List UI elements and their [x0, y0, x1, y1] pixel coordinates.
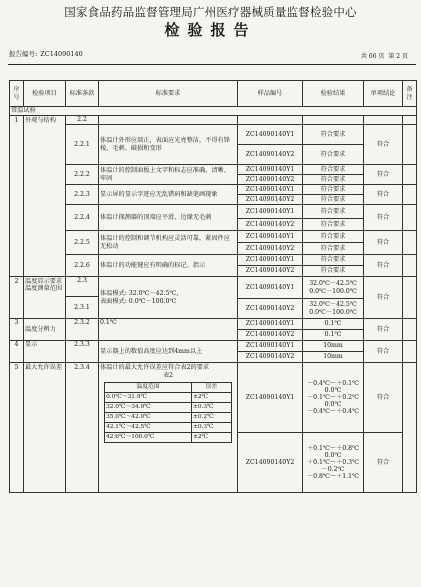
clause-cell: 2.2.3 [66, 185, 99, 205]
result-line: 0.0℃ [324, 401, 342, 409]
section-title: 常温试验 [10, 107, 417, 116]
result-cell: 符合要求 [303, 255, 364, 266]
item-name-cell: 温度分辨力 [24, 319, 66, 341]
clause-cell: 2.2.5 [66, 231, 99, 255]
requirement-cell: 体温计的功能键应有明确的标记、指示 [99, 255, 238, 277]
requirement-cell: 体温计的控制和调节机构应灵活可靠，紧固件应无松动 [99, 231, 238, 255]
table2-caption: 表2 [163, 372, 173, 380]
sample-cell: ZC14090140Y2 [238, 219, 303, 231]
result-cell: 符合要求 [303, 145, 364, 165]
col-clause: 标准条款 [66, 81, 99, 107]
conclusion-cell: 符合 [364, 319, 403, 341]
table-row [10, 185, 417, 195]
sample-cell: ZC14090140Y1 [238, 255, 303, 266]
table-header-row [10, 81, 417, 107]
table-row [10, 165, 417, 175]
sample-cell: ZC14090140Y2 [238, 266, 303, 277]
col-conclusion: 单项结论 [364, 81, 403, 107]
requirement-line: 体温模式: 32.0℃－42.5℃, [100, 290, 179, 298]
sample-cell: ZC14090140Y2 [238, 195, 303, 205]
table2-col-error: 误差 [191, 383, 231, 393]
clause-cell: 2.2.1 [66, 125, 99, 165]
result-line: 32.0℃－42.5℃ [309, 280, 357, 288]
clause-cell: 2.3.4 [66, 363, 99, 493]
result-cell [303, 277, 364, 299]
result-cell: 符合要求 [303, 175, 364, 185]
conclusion-cell: 符合 [364, 341, 403, 363]
sample-cell: ZC14090140Y1 [238, 205, 303, 219]
col-result: 检验结果 [303, 81, 364, 107]
result-cell: 符合要求 [303, 243, 364, 255]
requirement-text: 体温计的最大允许误差应符合表2的要求 [100, 364, 210, 371]
col-seq: 序号 [10, 81, 24, 107]
requirement-cell [99, 363, 238, 493]
sample-cell: ZC14090140Y1 [238, 125, 303, 145]
table2-error: ±0.3℃ [191, 423, 231, 433]
col-sample: 样品编号 [238, 81, 303, 107]
table2-range: 32.0℃～34.9℃ [105, 403, 192, 413]
report-title: 检验报告 [164, 21, 257, 39]
sample-cell: ZC14090140Y2 [238, 352, 303, 363]
result-line: 0.0℃ [324, 451, 342, 459]
seq-cell: 5 [10, 363, 24, 493]
table2-row [105, 413, 232, 423]
item-name-cell: 显示 [24, 341, 66, 363]
sample-cell: ZC14090140Y1 [238, 363, 303, 433]
result-cell: 符合要求 [303, 266, 364, 277]
table2-row [105, 403, 232, 413]
item-name-cell [24, 277, 66, 319]
table-row [10, 341, 417, 352]
table-row [10, 116, 417, 125]
result-line: －0.4℃～＋0.1℃ [306, 379, 360, 387]
total-pages: 共 66 页 [360, 53, 385, 60]
result-line: －0.2℃ [321, 466, 345, 474]
table2-col-range: 温度范围 [105, 383, 192, 393]
clause-cell: 2.3.1 [66, 297, 99, 319]
clause-cell: 2.2 [66, 116, 99, 125]
result-cell: 0.1℃ [303, 330, 364, 341]
sample-cell: ZC14090140Y1 [238, 277, 303, 299]
table2-header-row [105, 383, 232, 393]
seq-cell: 3 [10, 319, 24, 341]
seq-cell: 2 [10, 277, 24, 319]
item-name-line: 温度显示要求 [25, 278, 63, 285]
requirement-cell: 体温计探测器的顶端应平滑、边缘无毛刺 [99, 205, 238, 231]
result-cell [303, 363, 364, 433]
sample-cell: ZC14090140Y2 [238, 243, 303, 255]
sample-cell: ZC14090140Y2 [238, 145, 303, 165]
table2-range: 42.6℃～100.0℃ [105, 433, 192, 443]
requirement-cell [99, 277, 238, 319]
result-cell [303, 299, 364, 319]
result-line: －0.4℃～＋0.4℃ [306, 408, 360, 416]
result-line: ＋0.1℃～＋0.3℃ [306, 458, 360, 466]
result-cell: 符合要求 [303, 165, 364, 175]
item-name-cell: 外观与结构 [24, 116, 66, 277]
sample-cell: ZC14090140Y1 [238, 185, 303, 195]
result-cell: 符合要求 [303, 195, 364, 205]
sample-cell: ZC14090140Y1 [238, 231, 303, 243]
table-row [10, 125, 417, 145]
col-item: 检验项目 [24, 81, 66, 107]
clause-cell: 2.2.6 [66, 255, 99, 277]
result-line: 0.0℃ [324, 386, 342, 394]
result-line: ＋0.1℃～＋0.8℃ [306, 444, 360, 452]
sample-cell: ZC14090140Y2 [238, 433, 303, 493]
table2-row [105, 433, 232, 443]
conclusion-cell: 符合 [364, 277, 403, 319]
table2-error: ±2℃ [191, 433, 231, 443]
result-cell: 10mm [303, 341, 364, 352]
result-cell: 10mm [303, 352, 364, 363]
clause-cell: 2.2.4 [66, 205, 99, 231]
seq-cell: 4 [10, 341, 24, 363]
requirement-cell: 显示器上的数值高度应达到4mm以上 [99, 341, 238, 363]
result-cell [303, 433, 364, 493]
seq-cell: 1 [10, 116, 24, 277]
table2-error: ±0.3℃ [191, 403, 231, 413]
result-cell: 符合要求 [303, 125, 364, 145]
table-row [10, 231, 417, 243]
sample-cell: ZC14090140Y1 [238, 165, 303, 175]
organization-name: 国家食品药品监督管理局广州医疗器械质量监督检验中心 [64, 5, 357, 19]
sample-cell: ZC14090140Y1 [238, 319, 303, 330]
table-row [10, 277, 417, 297]
report-number-label: 报告编号: [9, 50, 38, 58]
sample-cell: ZC14090140Y2 [238, 175, 303, 185]
section-row [10, 107, 417, 116]
sample-cell: ZC14090140Y2 [238, 299, 303, 319]
table2-range: 42.1℃～42.5℃ [105, 423, 192, 433]
result-line: 0.0℃－100.0℃ [309, 308, 357, 316]
sample-cell: ZC14090140Y2 [238, 330, 303, 341]
table2-error: ±2℃ [191, 393, 231, 403]
inspection-table [9, 80, 417, 493]
col-requirement: 标准要求 [99, 81, 238, 107]
table-row [10, 255, 417, 266]
result-line: 32.0℃－42.5℃ [309, 301, 357, 309]
result-line: －0.1℃～＋0.2℃ [306, 393, 360, 401]
result-line: 0.0℃－100.0℃ [309, 287, 357, 295]
header-divider [8, 64, 416, 65]
table2 [104, 382, 232, 443]
requirement-line: 表面模式: 0.0℃－100.0℃ [100, 297, 177, 305]
conclusion-cell: 符合 [364, 433, 403, 493]
table2-range: 35.0℃～42.0℃ [105, 413, 192, 423]
conclusion-cell: 符合 [364, 231, 403, 255]
table-row [10, 363, 417, 433]
conclusion-cell: 符合 [364, 125, 403, 165]
clause-cell: 2.3.2 [66, 319, 99, 341]
col-remark: 备注 [403, 81, 417, 107]
requirement-cell: 0.1℃ [99, 319, 238, 341]
report-number-value: ZC14090140 [40, 50, 83, 58]
report-number [9, 49, 83, 58]
page-indicator [360, 51, 409, 60]
sample-cell: ZC14090140Y1 [238, 341, 303, 352]
conclusion-cell: 符合 [364, 363, 403, 433]
result-line: －0.8℃～＋1.1℃ [306, 473, 360, 481]
result-cell: 符合要求 [303, 185, 364, 195]
clause-cell: 2.3 [66, 277, 99, 297]
table2-row [105, 393, 232, 403]
result-cell: 符合要求 [303, 231, 364, 243]
requirement-cell: 显示屏的显示字迹应无乱错码和缺笔画现象 [99, 185, 238, 205]
item-name-cell: 最大允许误差 [24, 363, 66, 493]
table2-row [105, 423, 232, 433]
conclusion-cell: 符合 [364, 255, 403, 277]
result-cell: 符合要求 [303, 219, 364, 231]
table-row [10, 205, 417, 219]
conclusion-cell: 符合 [364, 165, 403, 185]
requirement-cell: 体温计外形应端正，表面应光亮整洁，不得有锋棱、毛刺、破损和变形 [99, 125, 238, 165]
requirement-cell: 体温计的控制面板上文字和标志应准确、清晰、牢固 [99, 165, 238, 185]
result-cell: 符合要求 [303, 205, 364, 219]
conclusion-cell: 符合 [364, 205, 403, 231]
conclusion-cell: 符合 [364, 185, 403, 205]
clause-cell: 2.2.2 [66, 165, 99, 185]
table-row [10, 319, 417, 330]
table2-range: 0.0℃～31.9℃ [105, 393, 192, 403]
clause-cell: 2.3.3 [66, 341, 99, 363]
result-cell: 0.1℃ [303, 319, 364, 330]
page-number: 第 2 页 [388, 53, 408, 60]
item-name-line: 温度测量范围 [25, 285, 63, 293]
table2-error: ±0.2℃ [191, 413, 231, 423]
